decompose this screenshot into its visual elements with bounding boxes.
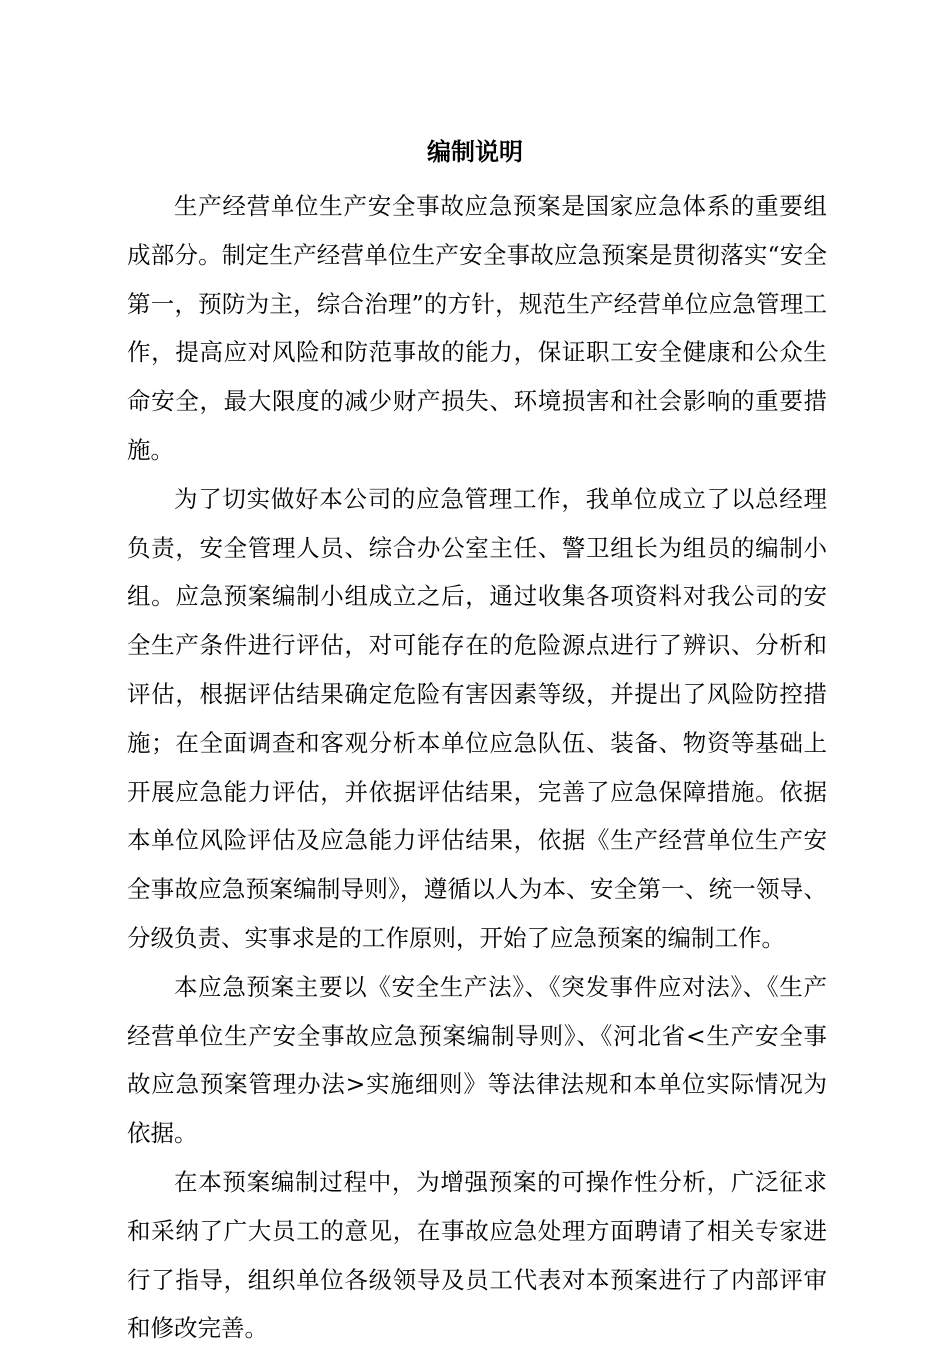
paragraph-legal-basis: 本应急预案主要以《安全生产法》、《突发事件应对法》、《生产经营单位生产安全事故应急预案编制导则》、《河北省<生产安全事故应急预案管理办法>实施细则》等法律法规和本单位实际情况为依据。 xyxy=(127,972,827,1148)
paragraph-compilation-process: 为了切实做好本公司的应急管理工作，我单位成立了以总经理负责，安全管理人员、综合办公室主任、警卫组长为组员的编制小组。应急预案编制小组成立之后，通过收集各项资料对我公司的安全生产条件进行评估，对可能存在的危险源点进行了辨识、分析和评估，根据评估结果确定危险有害因素等级，并提出了风险防控措施；在全面调查和客观分析本单位应急队伍、装备、物资等基础上开展应急能力评估，并依据评估结果，完善了应急保障措施。依据本单位风险评估及应急能力评估结果，依据《生产经营单位生产安全事故应急预案编制导则》，遵循以人为本、安全第一、统一领导、分级负责、实事求是的工作原则，开始了应急预案的编制工作。 xyxy=(127,484,827,952)
document-title: 编制说明 xyxy=(427,138,523,166)
document-body xyxy=(127,182,827,1353)
paragraph-purpose: 生产经营单位生产安全事故应急预案是国家应急体系的重要组成部分。制定生产经营单位生产安全事故应急预案是贯彻落实“安全第一，预防为主，综合治理”的方针，规范生产经营单位应急管理工作，提高应对风险和防范事故的能力，保证职工安全健康和公众生命安全，最大限度的减少财产损失、环境损害和社会影响的重要措施。 xyxy=(127,192,827,464)
paragraph-review: 在本预案编制过程中，为增强预案的可操作性分析，广泛征求和采纳了广大员工的意见，在事故应急处理方面聘请了相关专家进行了指导，组织单位各级领导及员工代表对本预案进行了内部评审和修改完善。 xyxy=(127,1167,827,1343)
